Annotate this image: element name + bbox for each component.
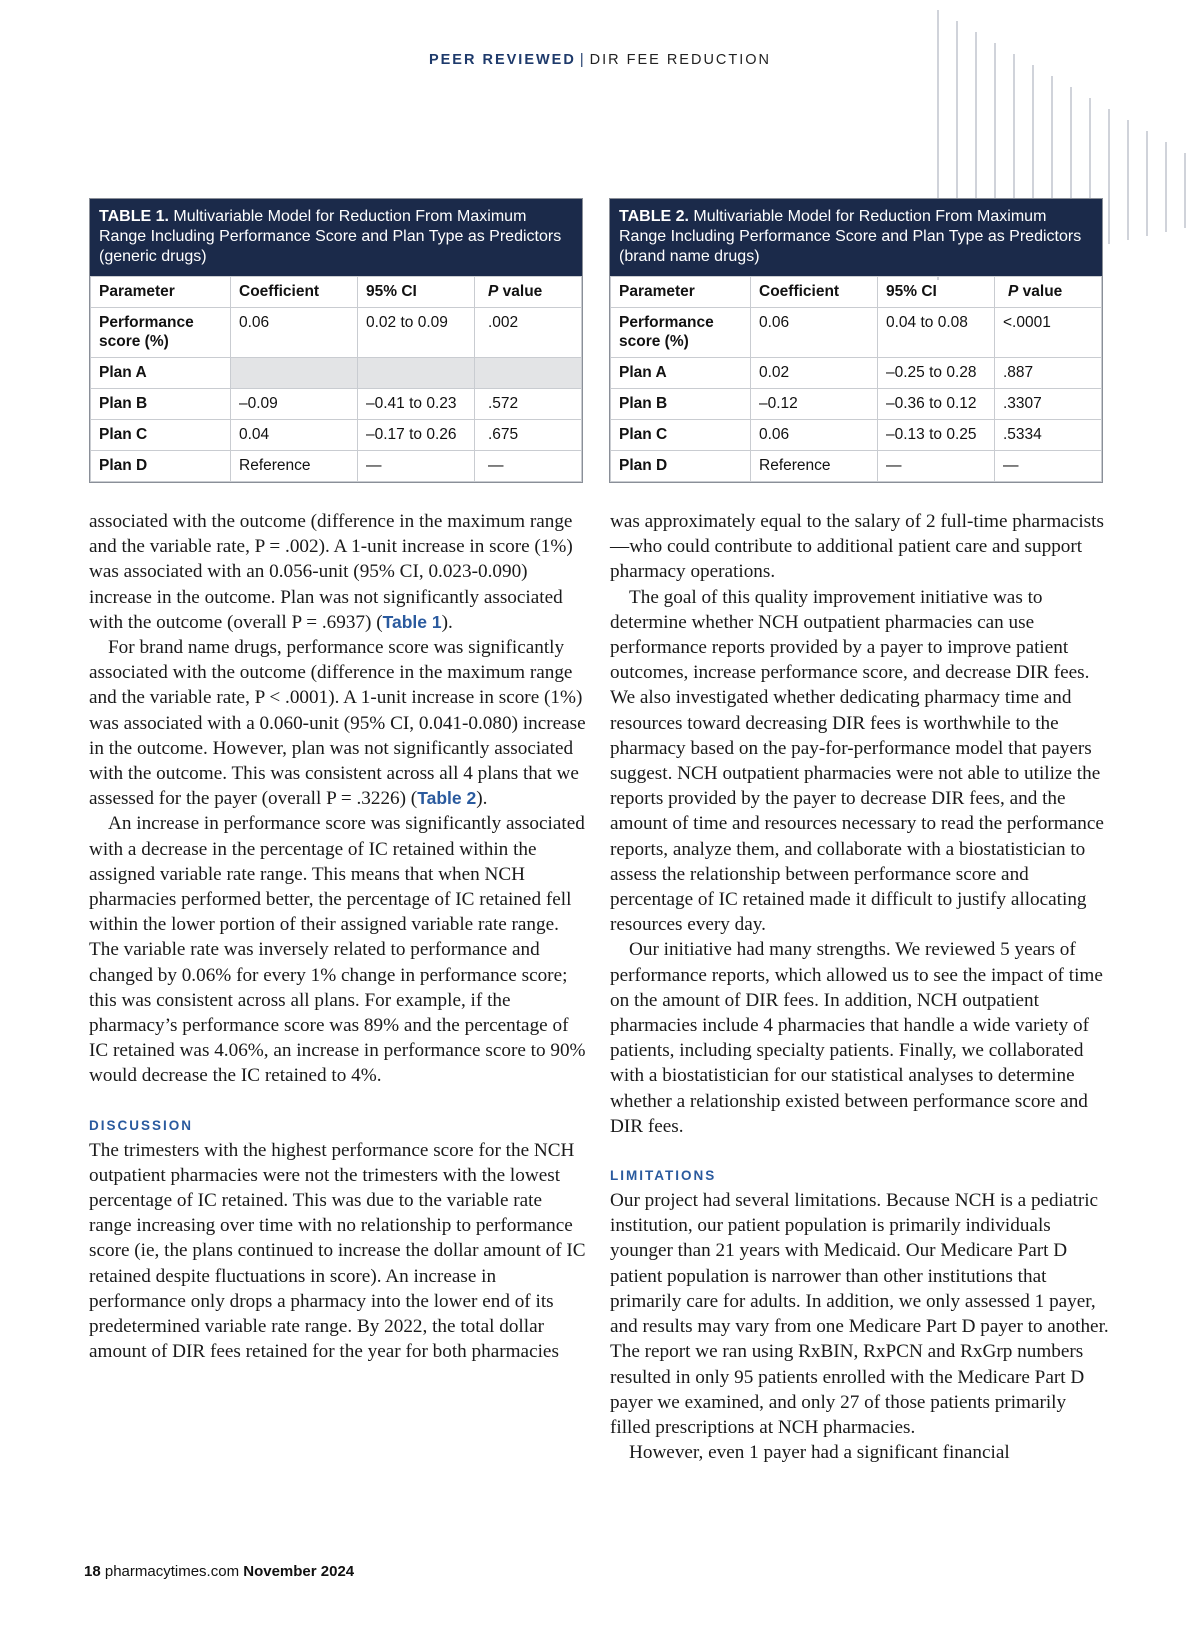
header-separator: | [579, 52, 586, 68]
body-paragraph: An increase in performance score was significantly associated with a decrease in the percentage of IC retained within the assigned variable rate range. This means that when NCH pharmacies performed better, the percentage of IC retained fell within the lower portion of their assigned variable rate range. The variable rate was inversely related to performance and changed by 0.06% for every 1% change in performance score; this was consistent across all plans. For example, if the pharmacy’s performance score was 89% and the percentage of IC retained was 4.06%, an increase in performance score to 90% would decrease the IC retained to 4%. [89, 813, 586, 1087]
table-cell: –0.12 [751, 389, 878, 420]
table-1-number: TABLE 1. [99, 208, 169, 225]
site-name: pharmacytimes.com [104, 1563, 240, 1580]
table-cell [475, 358, 582, 389]
discussion-heading: DISCUSSION [89, 1117, 194, 1133]
table-cell: –0.36 to 0.12 [878, 389, 995, 420]
column-header: 95% CI [878, 277, 995, 308]
body-paragraph [89, 509, 589, 635]
table-cell: .887 [995, 358, 1102, 389]
table-cell: 0.02 to 0.09 [358, 308, 475, 358]
issue-date: November 2024 [243, 1563, 355, 1580]
table-1-caption [90, 199, 582, 276]
table-cell: <.0001 [995, 308, 1102, 358]
column-header: 95% CI [358, 277, 475, 308]
body-paragraph: The goal of this quality improvement initiative was to determine whether NCH outpatient pharmacies can use performance reports provided by a payer to improve patient outcomes, increase performance score, and decrease DIR fees. We also investigated whether dedicating pharmacy time and resources toward decreasing DIR fees is worthwhile to the pharmacy based on the pay-for-performance model that payers suggest. NCH outpatient pharmacies were not able to utilize the reports provided by the payer to decrease DIR fees, and the amount of time and resources necessary to read the performance reports, analyze them, and collaborate with a biostatistician to assess the relationship between performance score and percentage of IC retained made it difficult to justify allocating resources every day. [610, 586, 1104, 936]
table-2-link[interactable]: Table 2 [417, 788, 477, 809]
column-header-label: value [1022, 283, 1063, 300]
table-row [611, 420, 1102, 451]
section-label: PEER REVIEWED [428, 52, 576, 68]
table-cell: 0.06 [751, 420, 878, 451]
table-cell: Plan A [91, 358, 231, 389]
table-2-grid [610, 276, 1102, 482]
column-header: Parameter [611, 277, 751, 308]
table-cell: 0.06 [231, 308, 358, 358]
table-cell: –0.09 [231, 389, 358, 420]
table-cell: Plan D [611, 451, 751, 482]
paragraph-text: ). [441, 611, 453, 633]
table-cell [231, 358, 358, 389]
body-paragraph: Our project had several limitations. Because NCH is a pediatric institution, our patient population is primarily individuals younger than 21 years with Medicaid. Our Medicare Part D patient population is narrower than other institutions that primarily care for adults. In addition, we only assessed 1 payer, and results may vary from one Medicare Part D payer to another. The report we ran using RxBIN, RxPCN and RxGrp numbers resulted in only 95 patients enrolled with the Medicare Part D payer we examined, and only 27 of those patients primarily filled prescriptions at NCH pharmacies. [610, 1190, 1109, 1438]
table-row [611, 389, 1102, 420]
topic-label: DIR FEE REDUCTION [589, 52, 772, 68]
table-2-title: Multivariable Model for Reduction From Maximum Range Including Performance Score and Plan Type as Predictors (brand name drugs) [619, 208, 1082, 265]
body-column-left [89, 509, 589, 1365]
table-cell: .675 [475, 420, 582, 451]
paragraph-text: For brand name drugs, performance score was significantly associated with the outcome (difference in the maximum range and the variable rate, P < .0001). A 1-unit increase in score (1%) was associated with a 0.060-unit (95% CI, 0.041-0.080) increase in the outcome. However, plan was not significantly associated with the outcome. This was consistent across all 4 plans that we assessed for the payer (overall P = .3226) ( [89, 637, 586, 810]
table-cell: –0.17 to 0.26 [358, 420, 475, 451]
table-cell: Plan A [611, 358, 751, 389]
table-cell: .3307 [995, 389, 1102, 420]
table-row [91, 358, 582, 389]
table-cell: .002 [475, 308, 582, 358]
table-cell: Plan B [91, 389, 231, 420]
table-row [611, 451, 1102, 482]
table-1-grid [90, 276, 582, 482]
table-1-link[interactable]: Table 1 [382, 611, 442, 632]
body-paragraph: Our initiative had many strengths. We reviewed 5 years of performance reports, which allowed us to see the impact of time on the amount of DIR fees. In addition, NCH outpatient pharmacies include 4 pharmacies that handle a wide variety of patients, including specialty patients. Finally, we collaborated with a biostatistician for our statistical analyses to determine whether a relationship existed between performance score and DIR fees. [610, 939, 1103, 1137]
table-cell: Performance score (%) [611, 308, 751, 358]
table-row [91, 389, 582, 420]
table-row [611, 358, 1102, 389]
page-number: 18 [84, 1563, 101, 1580]
column-header: Parameter [91, 277, 231, 308]
table-header-row [611, 277, 1102, 308]
p-symbol: P [488, 283, 499, 300]
table-cell: –0.25 to 0.28 [878, 358, 995, 389]
table-cell: Reference [231, 451, 358, 482]
table-cell: Plan D [91, 451, 231, 482]
column-header: Coefficient [231, 277, 358, 308]
p-symbol: P [1008, 283, 1019, 300]
page-footer [84, 1563, 354, 1580]
table-cell: 0.04 [231, 420, 358, 451]
column-header-label: value [502, 283, 543, 300]
table-row [91, 308, 582, 358]
limitations-heading: LIMITATIONS [610, 1168, 717, 1184]
table-cell: 0.02 [751, 358, 878, 389]
table-cell: Plan B [611, 389, 751, 420]
column-header [475, 277, 582, 308]
table-cell: — [475, 451, 582, 482]
paragraph-text: associated with the outcome (difference in the maximum range and the variable rate, P = .002). A 1-unit increase in score (1%) was associated with an 0.056-unit (95% CI, 0.023-0.090) increase in the outcome. Plan was not significantly associated with the outcome (overall P = .6937) ( [89, 511, 573, 633]
body-paragraph [89, 635, 589, 811]
table-header-row [91, 277, 582, 308]
table-row [91, 420, 582, 451]
table-2 [609, 198, 1103, 483]
table-cell: — [995, 451, 1102, 482]
table-cell: Reference [751, 451, 878, 482]
column-header: Coefficient [751, 277, 878, 308]
table-cell: 0.06 [751, 308, 878, 358]
table-2-number: TABLE 2. [619, 208, 689, 225]
column-header [995, 277, 1102, 308]
body-paragraph: The trimesters with the highest performance score for the NCH outpatient pharmacies were not the trimesters with the lowest percentage of IC retained. This was due to the variable rate range increasing over time with no relationship to performance score (ie, the plans continued to increase the dollar amount of IC retained despite fluctuations in score). An increase in performance only drops a pharmacy into the lower end of its predetermined variable rate range. By 2022, the total dollar amount of DIR fees retained for the year for both pharmacies [89, 1139, 586, 1363]
table-cell: Plan C [91, 420, 231, 451]
table-2-caption [610, 199, 1102, 276]
table-cell [358, 358, 475, 389]
table-cell: — [878, 451, 995, 482]
table-cell: — [358, 451, 475, 482]
paragraph-text: ). [476, 788, 488, 810]
body-paragraph: was approximately equal to the salary of 2 full-time pharmacists—who could contribute to additional patient care and support pharmacy operations. [610, 511, 1104, 583]
body-column-right [610, 509, 1110, 1465]
table-row [611, 308, 1102, 358]
table-1-title: Multivariable Model for Reduction From Maximum Range Including Performance Score and Plan Type as Predictors (generic drugs) [99, 208, 562, 265]
table-cell: .5334 [995, 420, 1102, 451]
running-head [0, 52, 1200, 68]
table-row [91, 451, 582, 482]
table-cell: .572 [475, 389, 582, 420]
table-1 [89, 198, 583, 483]
table-cell: 0.04 to 0.08 [878, 308, 995, 358]
table-cell: Performance score (%) [91, 308, 231, 358]
table-cell: –0.13 to 0.25 [878, 420, 995, 451]
table-cell: Plan C [611, 420, 751, 451]
table-cell: –0.41 to 0.23 [358, 389, 475, 420]
body-paragraph: However, even 1 payer had a significant financial [629, 1442, 1010, 1464]
